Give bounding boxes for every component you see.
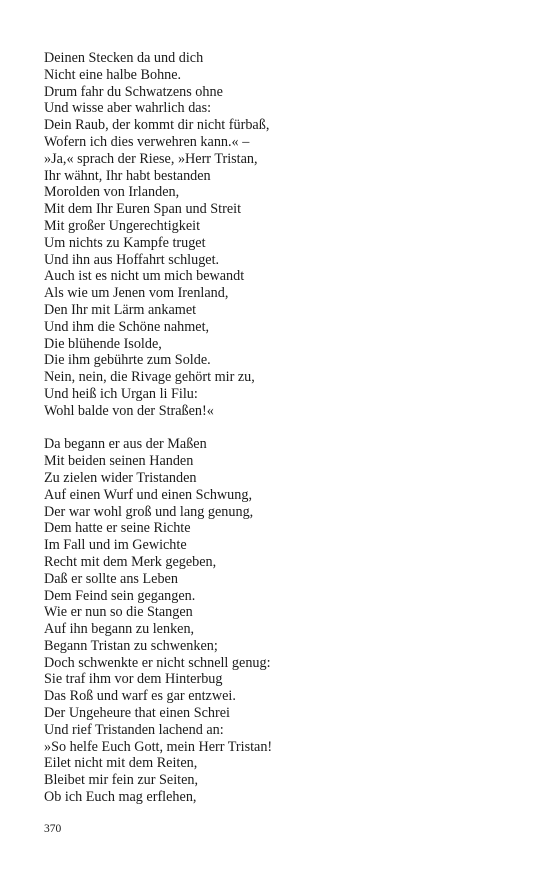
verse-line: Dein Raub, der kommt dir nicht fürbaß,	[44, 117, 270, 134]
verse-line: Als wie um Jenen vom Irenland,	[44, 285, 229, 302]
verse-line: Im Fall und im Gewichte	[44, 537, 187, 554]
stanza-2	[44, 436, 514, 806]
verse-line: Der war wohl groß und lang genung,	[44, 503, 254, 520]
verse-line: Morolden von Irlanden,	[44, 184, 180, 201]
verse-line: Dem hatte er seine Richte	[44, 520, 191, 537]
verse-line: Wohl balde von der Straßen!«	[44, 402, 214, 419]
verse-line: Doch schwenkte er nicht schnell genug:	[44, 654, 271, 671]
verse-line: »Ja,« sprach der Riese, »Herr Tristan,	[44, 150, 258, 167]
verse-line: Ihr wähnt, Ihr habt bestanden	[44, 167, 211, 184]
verse-line: Recht mit dem Merk gegeben,	[44, 553, 217, 570]
verse-line: Wie er nun so die Stangen	[44, 604, 193, 621]
verse-line: Eilet nicht mit dem Reiten,	[44, 755, 198, 772]
verse-line: Nein, nein, die Rivage gehört mir zu,	[44, 369, 255, 386]
verse-line: Bleibet mir fein zur Seiten,	[44, 772, 199, 789]
verse-line: Deinen Stecken da und dich	[44, 50, 204, 66]
verse-line: Mit beiden seinen Handen	[44, 453, 194, 470]
page-number: 370	[44, 823, 62, 835]
verse-line: Auf ihn begann zu lenken,	[44, 621, 195, 638]
verse-line: Und wisse aber wahrlich das:	[44, 100, 212, 117]
verse-line: Und rief Tristanden lachend an:	[44, 721, 224, 738]
verse-line: Mit dem Ihr Euren Span und Streit	[44, 201, 242, 218]
verse-line: Die ihm gebührte zum Solde.	[44, 352, 211, 369]
verse-line: Den Ihr mit Lärm ankamet	[44, 301, 197, 318]
verse-line: Daß er sollte ans Leben	[44, 570, 178, 587]
verse-line: Die blühende Isolde,	[44, 335, 162, 352]
verse-line: Zu zielen wider Tristanden	[44, 469, 197, 486]
verse-line: Das Roß und warf es gar entzwei.	[44, 688, 236, 705]
verse-line: Um nichts zu Kampfe truget	[44, 234, 206, 251]
verse-line: Wofern ich dies verwehren kann.« –	[44, 133, 250, 150]
verse-line: Dem Feind sein gegangen.	[44, 587, 196, 604]
verse-line: Begann Tristan zu schwenken;	[44, 637, 218, 654]
verse-line: Sie traf ihm vor dem Hinterbug	[44, 671, 223, 688]
verse-line: Auch ist es nicht um mich bewandt	[44, 268, 245, 285]
verse-line: Auf einen Wurf und einen Schwung,	[44, 486, 252, 503]
verse-line: Da begann er aus der Maßen	[44, 436, 207, 453]
stanza-1	[44, 50, 514, 420]
verse-line: Und ihm die Schöne nahmet,	[44, 318, 210, 335]
verse-line: Nicht eine halbe Bohne.	[44, 66, 182, 83]
verse-line: Mit großer Ungerechtigkeit	[44, 217, 201, 234]
verse-line: Und ihn aus Hoffahrt schluget.	[44, 251, 220, 268]
verse-line: Ob ich Euch mag erflehen,	[44, 789, 197, 806]
verse-line: Drum fahr du Schwatzens ohne	[44, 83, 223, 100]
verse-line: Der Ungeheure that einen Schrei	[44, 705, 230, 722]
verse-line: Und heiß ich Urgan li Filu:	[44, 385, 198, 402]
verse-line: »So helfe Euch Gott, mein Herr Tristan!	[44, 738, 273, 755]
page-text	[44, 50, 514, 806]
